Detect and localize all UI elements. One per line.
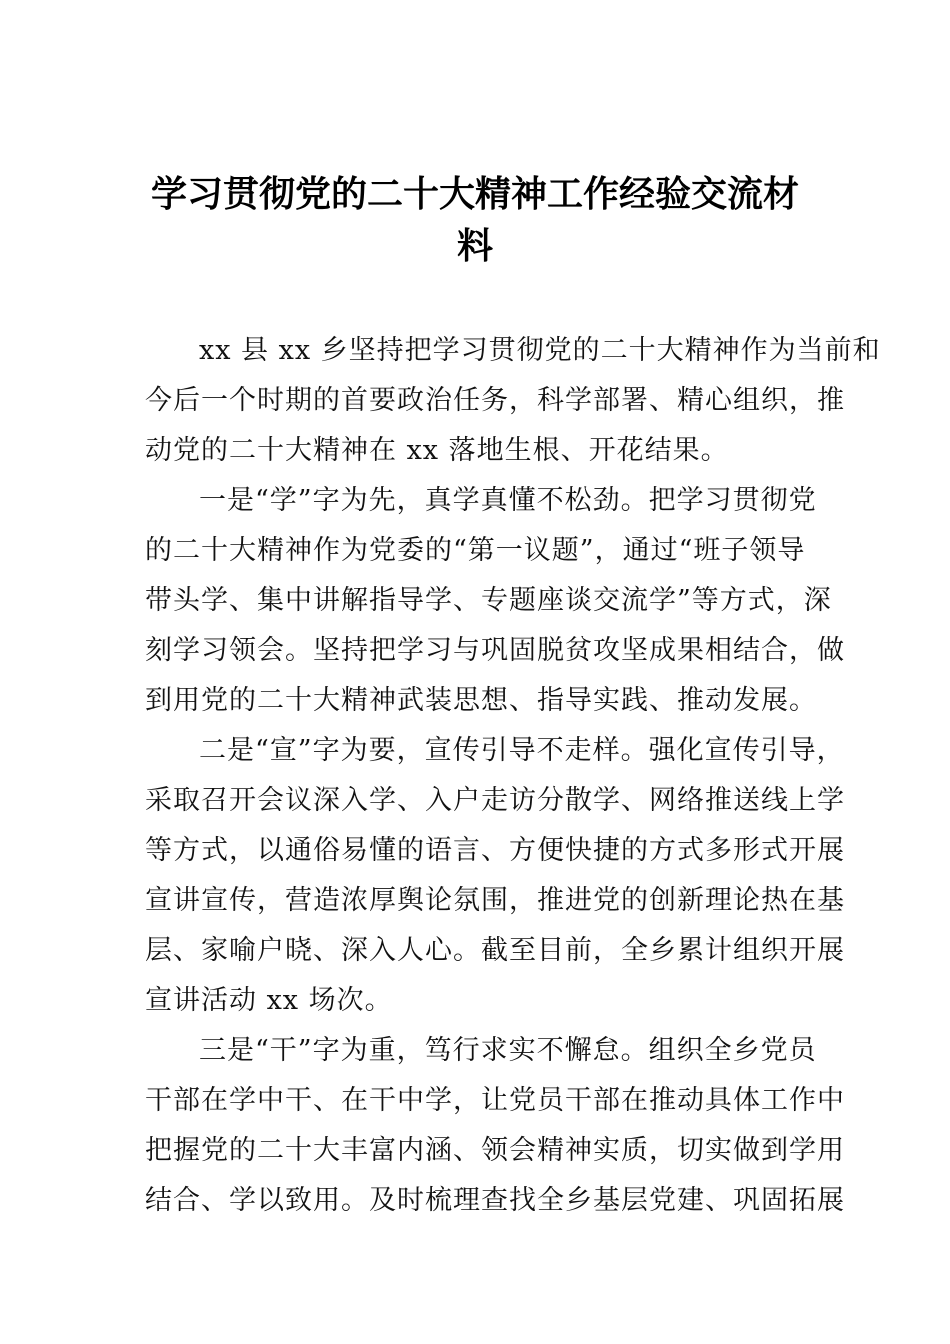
document-title bbox=[140, 168, 810, 272]
paragraph-intro bbox=[145, 326, 881, 476]
paragraph-study bbox=[145, 476, 845, 726]
paragraph-line: 今后一个时期的首要政治任务，科学部署、精心组织，推 bbox=[145, 385, 845, 416]
paragraph-line: 等方式，以通俗易懂的语言、方便快捷的方式多形式开展 bbox=[145, 835, 845, 866]
paragraph-line: 三是“干”字为重，笃行求实不懈怠。组织全乡党员 bbox=[199, 1035, 817, 1066]
paragraph-line: 干部在学中干、在干中学，让党员干部在推动具体工作中 bbox=[145, 1085, 845, 1116]
paragraph-line: 结合、学以致用。及时梳理查找全乡基层党建、巩固拓展 bbox=[145, 1185, 845, 1216]
paragraph-line: 宣讲活动 xx 场次。 bbox=[145, 985, 393, 1016]
paragraph-line: 一是“学”字为先，真学真懂不松劲。把学习贯彻党 bbox=[199, 485, 817, 516]
title-line-1: 学习贯彻党的二十大精神工作经验交流材 bbox=[150, 173, 799, 215]
paragraph-line: xx 县 xx 乡坚持把学习贯彻党的二十大精神作为当前和 bbox=[199, 335, 881, 366]
paragraph-line: 动党的二十大精神在 xx 落地生根、开花结果。 bbox=[145, 435, 729, 466]
paragraph-action bbox=[145, 1026, 845, 1226]
paragraph-line: 层、家喻户晓、深入人心。截至目前，全乡累计组织开展 bbox=[145, 935, 845, 966]
paragraph-publicity bbox=[145, 726, 845, 1026]
title-line-2: 料 bbox=[456, 225, 493, 267]
paragraph-line: 刻学习领会。坚持把学习与巩固脱贫攻坚成果相结合，做 bbox=[145, 635, 845, 666]
paragraph-line: 带头学、集中讲解指导学、专题座谈交流学”等方式，深 bbox=[145, 585, 832, 616]
document-body bbox=[145, 326, 881, 1226]
paragraph-line: 把握党的二十大丰富内涵、领会精神实质，切实做到学用 bbox=[145, 1135, 845, 1166]
paragraph-line: 到用党的二十大精神武装思想、指导实践、推动发展。 bbox=[145, 685, 817, 716]
paragraph-line: 采取召开会议深入学、入户走访分散学、网络推送线上学 bbox=[145, 785, 845, 816]
paragraph-line: 的二十大精神作为党委的“第一议题”，通过“班子领导 bbox=[145, 535, 806, 566]
paragraph-line: 二是“宣”字为要，宣传引导不走样。强化宣传引导， bbox=[199, 735, 845, 766]
paragraph-line: 宣讲宣传，营造浓厚舆论氛围，推进党的创新理论热在基 bbox=[145, 885, 845, 916]
